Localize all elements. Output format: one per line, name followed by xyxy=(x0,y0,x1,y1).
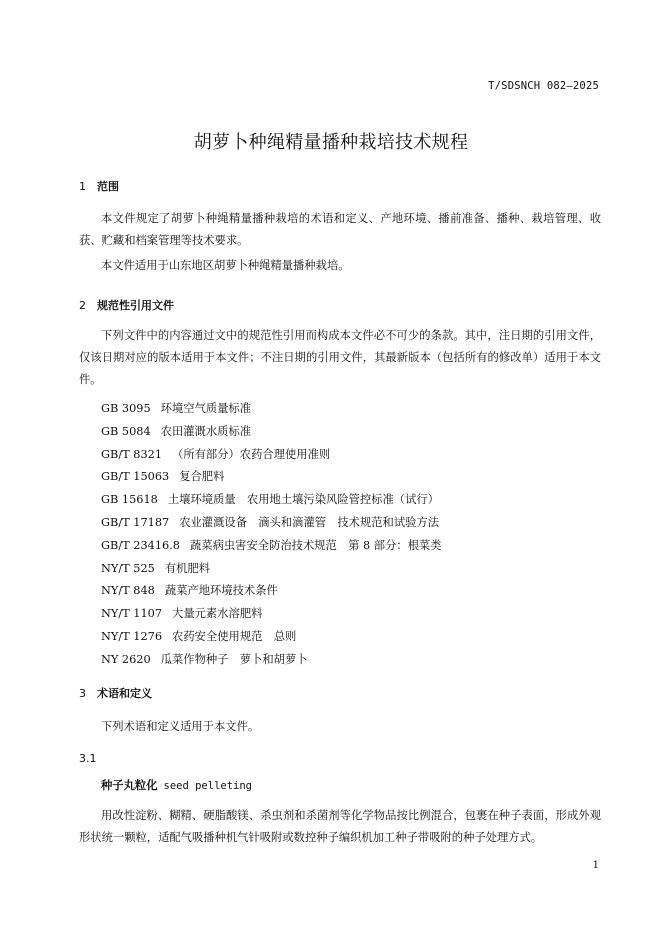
section-title: 范围 xyxy=(97,180,119,193)
references-intro: 下列文件中的内容通过文中的规范性引用而构成本文件必不可少的条款。其中，注日期的引用文件，仅该日期对应的版本适用于本文件；不注日期的引用文件，其最新版本（包括所有的修改单）适用于本文件。 xyxy=(79,329,601,386)
reference-item xyxy=(101,626,442,649)
reference-item xyxy=(101,444,442,467)
reference-code: GB 3095 xyxy=(101,402,151,415)
reference-item xyxy=(101,603,442,626)
term-chinese: 种子丸粒化 xyxy=(101,779,158,792)
reference-title: 农业灌溉设备 滴头和滴灌管 技术规范和试验方法 xyxy=(179,515,440,529)
section-heading-scope xyxy=(79,178,119,194)
reference-item xyxy=(101,512,442,535)
reference-code: NY/T 848 xyxy=(101,584,155,598)
reference-code: NY/T 525 xyxy=(101,561,155,575)
reference-item xyxy=(101,398,442,421)
reference-item xyxy=(101,649,442,672)
reference-title: 农药安全使用规范 总则 xyxy=(172,629,297,643)
scope-paragraph: 本文件规定了胡萝卜种绳精量播种栽培的术语和定义、产地环境、播前准备、播种、栽培管理、收获、贮藏和档案管理等技术要求。 xyxy=(79,212,601,247)
reference-list xyxy=(101,398,442,672)
reference-title: 瓜菜作物种子 萝卜和胡萝卜 xyxy=(160,652,308,666)
reference-item xyxy=(101,558,442,581)
section-number: 3 xyxy=(79,687,86,700)
section-number: 2 xyxy=(79,299,86,312)
reference-code: GB 5084 xyxy=(101,424,151,438)
reference-title: 大量元素水溶肥料 xyxy=(172,607,263,621)
reference-item xyxy=(101,466,442,489)
section-heading-references xyxy=(79,297,174,313)
reference-code: GB/T 8321 xyxy=(101,447,163,461)
term-english: seed pelleting xyxy=(163,780,253,792)
reference-title: 复合肥料 xyxy=(179,470,225,484)
reference-item xyxy=(101,421,442,444)
reference-title: 有机肥料 xyxy=(164,561,211,575)
document-title: 胡萝卜种绳精量播种栽培技术规程 xyxy=(193,132,469,153)
reference-title: 蔬菜病虫害安全防治技术规范 第 8 部分：根菜类 xyxy=(189,538,442,552)
term-entry xyxy=(101,777,252,793)
reference-title: （所有部分）农药合理使用准则 xyxy=(172,447,331,461)
term-definition: 用改性淀粉、糊精、硬脂酸镁、杀虫剂和杀菌剂等化学物品按比例混合，包裹在种子表面，形成外观形状统一颗粒，适配气吸播种机气针吸附或数控种子编织机加工种子带吸附的种子处理方式。 xyxy=(79,809,601,844)
reference-item xyxy=(101,535,442,558)
section-heading-terms xyxy=(79,685,152,701)
reference-code: NY/T 1107 xyxy=(101,607,163,621)
document-code: T/SDSNCH 082—2025 xyxy=(488,80,599,92)
section-title: 术语和定义 xyxy=(97,687,152,700)
reference-code: GB/T 15063 xyxy=(101,470,170,484)
section-number: 1 xyxy=(79,180,86,193)
terms-intro: 下列术语和定义适用于本文件。 xyxy=(101,720,260,733)
reference-code: GB/T 17187 xyxy=(101,515,170,529)
reference-title: 环境空气质量标准 xyxy=(160,402,252,415)
reference-code: GB/T 23416.8 xyxy=(101,538,180,552)
page-number: 1 xyxy=(592,860,599,871)
reference-item xyxy=(101,489,442,512)
reference-title: 农田灌溉水质标准 xyxy=(160,424,252,438)
reference-code: NY/T 1276 xyxy=(101,629,163,643)
section-title: 规范性引用文件 xyxy=(97,299,174,312)
reference-title: 土壤环境质量 农用地土壤污染风险管控标准（试行） xyxy=(167,493,439,507)
reference-title: 蔬菜产地环境技术条件 xyxy=(164,584,278,598)
clause-number: 3.1 xyxy=(79,752,97,765)
reference-code: NY 2620 xyxy=(101,652,151,666)
reference-item xyxy=(101,580,442,603)
scope-paragraph: 本文件适用于山东地区胡萝卜种绳精量播种栽培。 xyxy=(101,259,350,272)
reference-code: GB 15618 xyxy=(101,493,158,507)
